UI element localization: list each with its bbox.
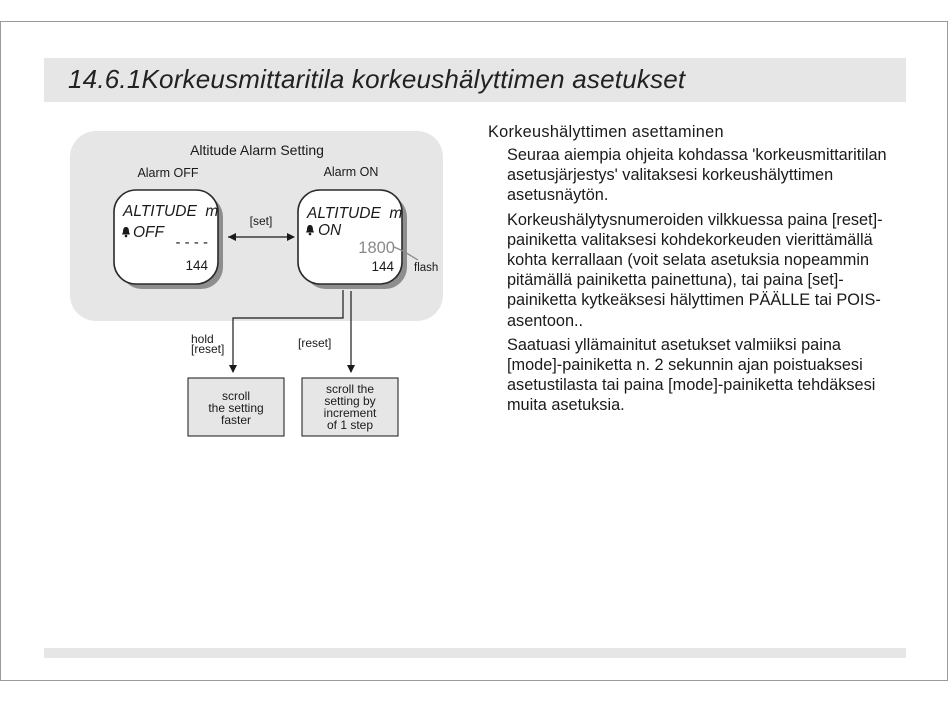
page-title: 14.6.1Korkeusmittaritila korkeushälyttimen asetukset — [68, 64, 686, 94]
box-fast-line: scroll — [221, 389, 251, 403]
alarm-on-label: Alarm ON — [323, 165, 379, 179]
box-step-line: of 1 step — [326, 418, 374, 432]
display-on-alarm-value: 1800 — [358, 239, 395, 257]
panel-title: Altitude Alarm Setting — [190, 142, 324, 158]
display-off-line2: OFF — [133, 224, 164, 241]
instruction-paragraph: Seuraa aiempia ohjeita kohdassa 'korkeusmittaritilan asetusjärjestys' valitaksesi korkeushälyttimen asetusnäytön. — [507, 146, 887, 205]
flash-label: flash — [414, 262, 439, 274]
box-step-line: setting by — [324, 394, 376, 408]
display-on-line1: ALTITUDE m — [307, 205, 403, 222]
display-on-value: 144 — [371, 259, 394, 274]
display-on-line2: ON — [318, 222, 342, 239]
instruction-paragraph: Saatuasi yllämainitut asetukset valmiiksi paina [mode]-painiketta n. 2 sekunnin ajan poistuaksesi asetustilasta tai paina [mode]-painiketta tehdäksesi muita asetuksia. — [507, 335, 876, 415]
footer-bar — [44, 648, 906, 658]
display-off-dashes: - - - - — [175, 234, 208, 251]
instruction-paragraph: Korkeushälytysnumeroiden vilkkuessa paina [reset]-painiketta valitaksesi kohdekorkeuden vierittämällä kohta kerrallaan (voit selata asetuksia nopeammin pitämällä painiketta painettuna), tai paina [set]-painiketta kytkeäksesi hälyttimen PÄÄLLE tai POIS-asentoon.. — [507, 210, 883, 330]
display-alarm-off — [114, 190, 223, 289]
box-step-line: scroll the — [325, 382, 375, 396]
reset-label: [reset] — [298, 336, 332, 350]
box-scroll-faster — [188, 378, 284, 436]
box-scroll-step — [302, 378, 398, 436]
instructions-heading: Korkeushälyttimen asettaminen — [488, 123, 724, 141]
display-off-value: 144 — [185, 258, 208, 273]
instructions-text — [488, 122, 888, 420]
hold-label: hold — [191, 332, 214, 346]
set-label: [set] — [249, 214, 273, 228]
box-step-line: increment — [323, 406, 377, 420]
alarm-off-label: Alarm OFF — [137, 166, 199, 180]
hold-reset-label: [reset] — [191, 342, 225, 356]
box-fast-line: the setting — [208, 401, 264, 415]
display-off-line1: ALTITUDE m — [123, 203, 219, 220]
box-fast-line: faster — [220, 413, 252, 427]
display-alarm-on — [298, 190, 407, 289]
